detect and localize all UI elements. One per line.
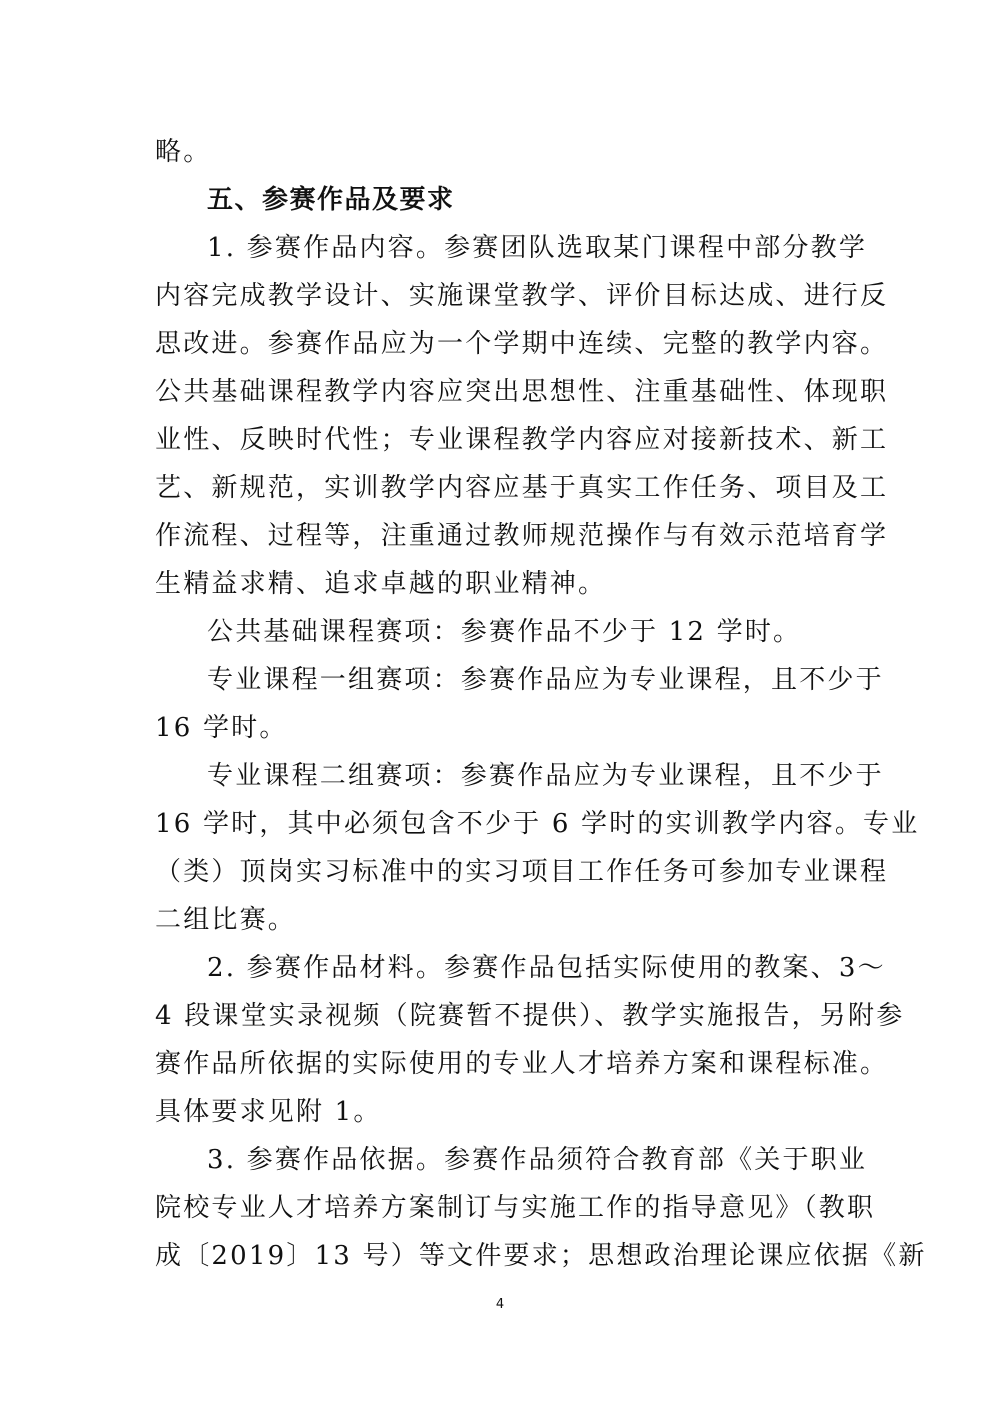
- text-line: 作流程、过程等，注重通过教师规范操作与有效示范培育学: [155, 521, 889, 551]
- text-line: 公共基础课程赛项：参赛作品不少于 12 学时。: [207, 617, 802, 647]
- text-line: 1. 参赛作品内容。参赛团队选取某门课程中部分教学: [207, 233, 868, 263]
- text-line: 专业课程二组赛项：参赛作品应为专业课程，且不少于: [207, 761, 884, 791]
- text-line: 公共基础课程教学内容应突出思想性、注重基础性、体现职: [155, 377, 889, 407]
- text-line: 16 学时。: [155, 713, 288, 743]
- text-line: 赛作品所依据的实际使用的专业人才培养方案和课程标准。: [155, 1049, 889, 1079]
- text-line: 3. 参赛作品依据。参赛作品须符合教育部《关于职业: [207, 1145, 868, 1175]
- text-line: 16 学时，其中必须包含不少于 6 学时的实训教学内容。专业: [155, 809, 920, 839]
- text-line: 2. 参赛作品材料。参赛作品包括实际使用的教案、3～: [207, 953, 886, 983]
- text-line: 艺、新规范，实训教学内容应基于真实工作任务、项目及工: [155, 473, 889, 503]
- text-line: （类）顶岗实习标准中的实习项目工作任务可参加专业课程: [155, 857, 889, 887]
- text-line: 具体要求见附 1。: [155, 1097, 382, 1127]
- text-line: 业性、反映时代性；专业课程教学内容应对接新技术、新工: [155, 425, 889, 455]
- section-heading: 五、参赛作品及要求: [207, 185, 455, 215]
- text-line: 4 段课堂实录视频（院赛暂不提供）、教学实施报告，另附参: [155, 1001, 905, 1031]
- text-line: 内容完成教学设计、实施课堂教学、评价目标达成、进行反: [155, 281, 889, 311]
- text-line: 成〔2019〕13 号）等文件要求；思想政治理论课应依据《新: [155, 1241, 927, 1271]
- text-line: 院校专业人才培养方案制订与实施工作的指导意见》（教职: [155, 1193, 876, 1223]
- text-line: 生精益求精、追求卓越的职业精神。: [155, 569, 607, 599]
- text-line: 略。: [155, 137, 212, 167]
- text-line: 二组比赛。: [155, 905, 297, 935]
- page-number: 4: [495, 1297, 505, 1312]
- text-line: 思改进。参赛作品应为一个学期中连续、完整的教学内容。: [155, 329, 889, 359]
- text-line: 专业课程一组赛项：参赛作品应为专业课程，且不少于: [207, 665, 884, 695]
